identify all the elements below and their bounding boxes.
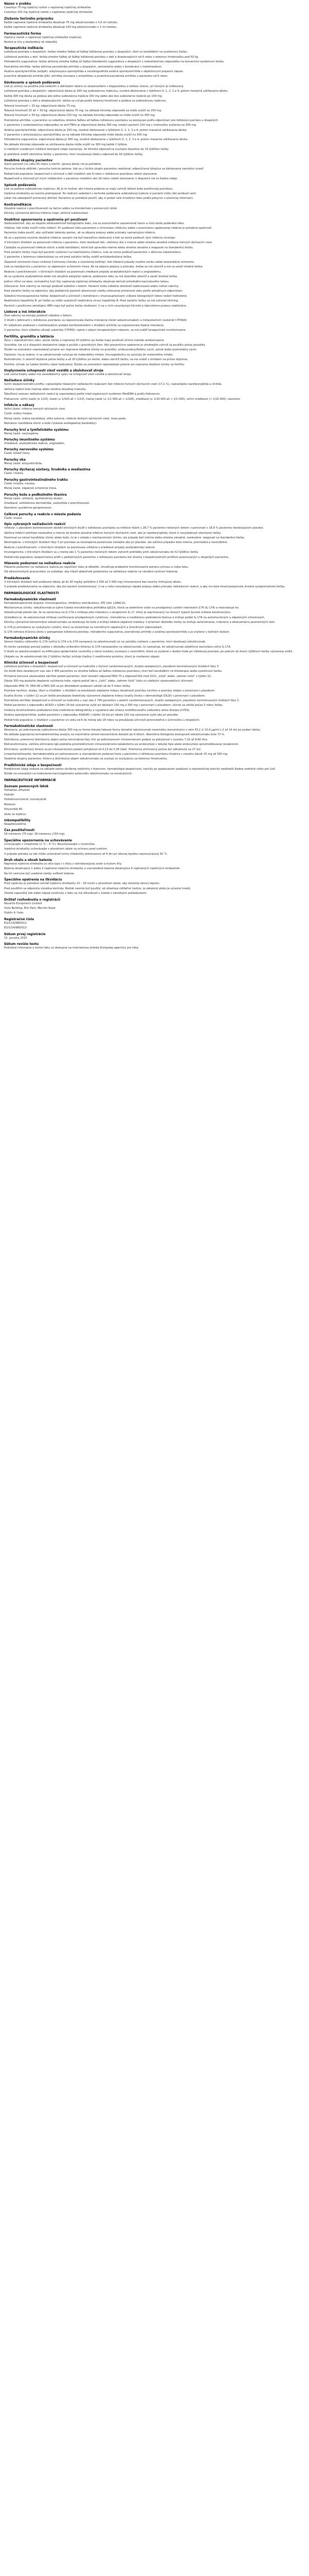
section-paragraph: Ložisková psoriáza u dospelých: liečba stredne ťažkej až ťažkej ložiskovej psoriázy u dospelých, ktorí sú kandidátmi na systémovú liečbu. xyxy=(4,50,188,54)
section-paragraph: Voda na injekciu xyxy=(4,812,26,816)
section-title: Poruchy oka xyxy=(4,457,26,462)
section-paragraph: Polysorbát 80 xyxy=(4,808,23,811)
section-paragraph: Časté: rinorea. xyxy=(4,472,24,476)
section-paragraph: Súhrn bezpečnostného profilu: najčastejšie hlásenými nežiaducimi reakciami boli infekcie horných dýchacích ciest (17,1 %), najčastejšie nazofaryngitída a rinitída. xyxy=(4,383,222,386)
section-paragraph: Menej časté: zápalové ochorenie čreva. xyxy=(4,487,57,490)
section-paragraph: Pediatrická populácia: v štúdiách u pacientov vo veku od 6 do menej ako 18 rokov sa preukázala účinnosť porovnateľná s účinnosťou u dospelých. xyxy=(4,718,200,722)
section-paragraph: Jedinci citliví na latex: snímateľný kryt ihly naplnenej injekčnej striekačky obsahuje derivát prírodného kaučukového latexu. xyxy=(4,280,169,283)
section-paragraph: V prípade predávkovania sa odporúča, aby bol pacient monitorovaný, či sa u neho nevyskytujú nejaké prejavy alebo príznaky nežiaducich reakcií, a aby mu bola ihneď poskytnutá vhodná symptomatická liečba. xyxy=(4,585,285,589)
section-paragraph: U pacientov, ktorí súbežne užívajú substráty CYP450, najmä s úzkym terapeutickým indexom, sa má zvážiť terapeutické monitorovanie. xyxy=(4,329,186,332)
section-title: Zoznam pomocných látok xyxy=(4,784,49,788)
section-paragraph: Časté: hnačka, nauzea. xyxy=(4,482,36,485)
section-title: Nežiaduce účinky xyxy=(4,379,35,383)
section-title: Predklinické údaje o bezpečnosti xyxy=(4,763,62,767)
document-section xyxy=(4,468,305,476)
section-title: Dávkovanie a spôsob podávania xyxy=(4,80,60,84)
section-paragraph: Hlásenie podozrení na nežiaduce reakcie po registrácii lieku je dôležité. Umožňuje priebežné monitorovanie pomeru prínosu a rizika lieku. xyxy=(4,565,189,569)
section-title: Farmakodynamické účinky xyxy=(4,636,50,640)
section-paragraph: Neaplikovateľné. xyxy=(4,823,27,826)
section-paragraph: Menej časté: neutropénia. xyxy=(4,432,39,435)
section-paragraph: U pacientov s nedostatočnou odpoveďou na anti-TNFα je odporúčaná dávka 300 mg; ostatní pacienti 150 mg s možnosťou zvýšenia na 300 mg. xyxy=(4,124,197,127)
document-section xyxy=(4,858,305,876)
section-paragraph: Roztok je číry a bezfarebný až slabožltý. xyxy=(4,41,58,44)
document-section xyxy=(4,218,305,308)
section-paragraph: Histidín xyxy=(4,793,14,796)
section-paragraph: Infekcie: v placebom kontrolovanom období klinických štúdií s ložiskovou psoriázou sa infekcie hlásili u 28,7 % pacientov liečených liekom v porovnaní s 18,9 % pacientov dostávajúcich placebo. xyxy=(4,527,264,530)
section-paragraph: Všetok nepoužitý liek alebo odpad vzniknutý z lieku sa má zlikvidovať v súlade s národnými požiadavkami. xyxy=(4,892,147,895)
section-paragraph: Telesná hmotnosť 25 až < 50 kg: odporúčaná dávka 75 mg; na základe klinickej odpovede sa môže zvýšiť na 150 mg. xyxy=(4,109,162,112)
document-section xyxy=(4,764,305,776)
section-title: Poruchy kože a podkožného tkaniva xyxy=(4,493,67,497)
section-paragraph: Starší pacienti (vo veku 65 rokov a starší): úprava dávky nie je potrebná. xyxy=(4,162,102,166)
section-paragraph: Na základe klinickej odpovede sa udržiavacia dávka môže zvýšiť na 300 mg každé 2 týždne. xyxy=(4,143,128,146)
section-paragraph: Ložisková psoriáza u detí a dospievajúcich: dávka sa určuje podľa telesnej hmotnosti a podáva sa subkutánnou injekciou. xyxy=(4,99,167,103)
section-paragraph: Histidíniumchlorid, monohydrát xyxy=(4,798,46,802)
section-title: FARMAKOLOGICKÉ VLASTNOSTI xyxy=(4,591,59,595)
section-paragraph: Každá 300 mg dávka sa podáva ako jedna subkutánna injekcia 300 mg alebo ako dve subkutánne injekcie po 150 mg. xyxy=(4,94,163,98)
section-paragraph: Živé vakcíny sa nemajú podávať súbežne s liekom. xyxy=(4,314,73,317)
section-paragraph: Časté: orálny herpes. xyxy=(4,412,33,416)
section-title: Registračné čísla xyxy=(4,917,34,921)
section-title: Inkompatibility xyxy=(4,819,31,823)
section-title: Špeciálne opatrenia na likvidáciu xyxy=(4,878,62,882)
document-section xyxy=(4,458,305,466)
section-paragraph: Liek sa podáva subkutánnou injekciou. Ak je to možné, ako miesta podania sa majú vyhnúť oblasti kože postihnutej psoriázou. xyxy=(4,187,174,191)
section-paragraph: Predklinické údaje získané na základe testov skríženej reaktivity s tkanivom, farmakológie bezpečnosti, toxicity po opakovanom podávaní a reprodukčnej toxicity neodhalili žiadne osobitné riziko pre ľudí. xyxy=(4,767,276,771)
section-paragraph: Neutropénia: v klinických štúdiách fázy 3 pri psoriáze sa neutropénia pozorovala častejšie ako pri placebe, ale väčšina prípadov bola mierna, prechodná a reverzibilná. xyxy=(4,541,228,545)
section-paragraph: Distribúcia: priemerný distribučný objem počas terminálnej fázy (Vz) po jednorazovom intravenóznom podaní sa pohyboval v rozsahu 7,10 až 8,60 litra. xyxy=(4,738,208,741)
section-paragraph: IL-17A zohráva kľúčovú úlohu v patogenéze ložiskovej psoriázy, hidradenitis suppurativa, psoriatickej artritídy a axiálnej spondylartritídy a je zvýšený v kožných léziách. xyxy=(4,631,230,634)
section-paragraph: Pediatrická populácia: bezpečnostný profil u pediatrických pacientov s ložiskovou psoriázou bol zhodný s bezpečnostným profilom pozorovaným u dospelých pacientov. xyxy=(4,555,229,559)
section-paragraph: Absorpcia: po jednorazovej subkutánnej dávke 300 mg vo forme tekutej liekovej formy dosiahol sekukinumab maximálnu koncentráciu v sére 43,2 ± 10,4 µg/ml o 2 až 14 dní po podaní dávky. xyxy=(4,728,261,732)
section-paragraph: Očkovania: živé vakcíny sa nemajú podávať súbežne s liekom. Pacienti môžu súbežne dostávať inaktivované alebo neživé vakcíny. xyxy=(4,284,179,288)
document-section xyxy=(4,933,305,940)
section-title: Farmakodynamické vlastnosti xyxy=(4,597,56,601)
section-paragraph: Neznáme: kandidóza slizníc a kože (vrátane ezofageálnej kandidózy). xyxy=(4,422,97,426)
document-section xyxy=(4,724,305,761)
section-paragraph: Primárne koncové ukazovatele zahŕňali podiel pacientov, ktorí dosiahli odpoveď PASI 75 a odpoveď IGA mod 2011 „čistá“ alebo „takmer čistá“ v týždni 12. xyxy=(4,674,212,678)
document-section xyxy=(4,522,305,560)
document-section xyxy=(4,562,305,574)
section-title: Poruchy krvi a lymfatického systému xyxy=(4,428,68,432)
section-paragraph: Cosentyx 150 mg injekčný roztok v naplnenej injekčnej striekačke xyxy=(4,11,93,14)
section-title: Zloženie liečivého prípravku xyxy=(4,16,54,21)
section-title: Farmakokinetické vlastnosti xyxy=(4,724,54,728)
section-paragraph: Závažné reakcie z precitlivenosti na liečivo alebo na ktorúkoľvek z pomocných látok. xyxy=(4,207,118,210)
section-paragraph: Biotransformácia: väčšina eliminácie IgG prebieha prostredníctvom intracelulárneho katabolizmu po endocytóze v tekutej fáze alebo endocytóze sprostredkovanej receptorom. xyxy=(4,743,239,747)
section-paragraph: Sledovateľnosť: aby sa zlepšila sledovateľnosť biologického lieku, má sa zrozumiteľne zaznamenať názov a číslo šarže podaného lieku. xyxy=(4,222,185,225)
document-section xyxy=(4,598,305,635)
section-title: Celkové poruchy a reakcie v mieste podania xyxy=(4,512,81,516)
section-paragraph: Psoriáza nechtov, skalpu, dlaní a chodidiel: v štúdiách sa preukázalo zlepšenie indexu závažnosti psoriázy nechtov a psoriázy skalpu v porovnaní s placebom. xyxy=(4,689,216,693)
section-paragraph: Klinicky významná aktívna infekcia (napr. aktívna tuberkulóza). xyxy=(4,212,89,215)
document-section xyxy=(4,918,305,930)
section-paragraph: Pri súbežnom podávaní s metotrexátom a/alebo kortikosteroidmi v štúdiách artritídy sa nepozorovala žiadna interakcia. xyxy=(4,324,164,327)
section-title: Predávkovanie xyxy=(4,576,30,580)
document-section xyxy=(4,661,305,722)
document-section xyxy=(4,591,305,596)
section-paragraph: Liek sa neodporúča u pacientov so zápalovým ochorením čreva. Ak sa objavia prejavy a príznaky, liečba sa má ukončiť a má sa začať vhodná liečba. xyxy=(4,265,203,269)
section-paragraph: Štúdie na zvieratách na hodnotenie karcinogénneho potenciálu sekukinumabu sa neuskutočnili. xyxy=(4,772,133,776)
document-section xyxy=(4,878,305,895)
section-title: Fertilita, gravidita a laktácia xyxy=(4,334,54,338)
document-section xyxy=(4,819,305,826)
document-section xyxy=(4,428,305,436)
section-paragraph: Gravidita: nie sú k dispozícii dostatočné údaje o použití u gravidných žien. Ako preventívne opatrenie je vhodnejšie vyhnúť sa použitiu počas gravidity. xyxy=(4,343,206,347)
section-paragraph: Väčšina reakcií bola miernej alebo stredne závažnej intenzity. xyxy=(4,387,87,391)
document-section xyxy=(4,577,305,589)
section-paragraph: Ložisková psoriáza u dospelých: odporúčaná dávka je 300 mg subkutánnou injekciou, úvodné dávkovanie v týždňoch 0, 1, 2, 3 a 4, potom mesačná udržiavacia dávka. xyxy=(4,90,228,93)
section-title: Klinická účinnosť a bezpečnosť xyxy=(4,661,58,665)
section-paragraph: Reaktivácia hepatitídy B: pri liečbe sa môže vyskytnúť reaktivácia vírusu hepatitídy B. Pred začatím liečby sa má vykonať skríning. xyxy=(4,299,179,303)
document-section xyxy=(4,478,305,491)
section-paragraph: Uchovávajte v chladničke (2 °C – 8 °C). Neuchovávajte v mrazničke. xyxy=(4,842,96,846)
section-paragraph: U pacientov s latentnou tuberkulózou sa má pred začatím liečby zvážiť antituberkulózna liečba. xyxy=(4,256,132,259)
section-paragraph: IL-17A je prirodzene sa vyskytujúci cytokín, ktorý sa zúčastňuje na normálnych zápalových a imunitných odpovediach. xyxy=(4,625,163,629)
section-paragraph: Dojčenie: nie je známe, či sa sekukinumab vylučuje do materského mlieka. Imunoglobulíny sa vylučujú do materského mlieka. xyxy=(4,353,174,357)
section-paragraph: Naplnená injekčná striekačka zo skla typu I s ihlou z nehrdzavejúcej ocele a krytom ihly. xyxy=(4,862,122,866)
document-section xyxy=(4,636,305,659)
document-section xyxy=(4,17,305,30)
document-section xyxy=(4,448,305,455)
section-paragraph: Na základe populačnej farmakokinetickej analýzy sa maximálne sérové koncentrácie dosiahli po 6 dňoch. Absolútna biologická dostupnosť sekukinumabu bola 73 %. xyxy=(4,733,225,737)
document-section xyxy=(4,942,305,950)
section-paragraph: Tabuľkový zoznam nežiaducich reakcií je usporiadaný podľa tried orgánových systémov MedDRA a podľa frekvencie. xyxy=(4,393,161,396)
section-paragraph: Neznáme: pyoderma gangrenosum. xyxy=(4,506,53,510)
section-title: Hlásenie podozrení na nežiaduce reakcie xyxy=(4,561,76,565)
section-title: Poruchy gastrointestinálneho traktu xyxy=(4,478,68,482)
section-paragraph: Cosentyx 75 mg injekčný roztok v naplnenej injekčnej striekačke xyxy=(4,6,91,9)
section-paragraph: Juvenilná idiopatická artritída (JIA): artritída súvisiaca s entezitídou a juvenilná psoriatická artritída u pacientov od 6 rokov. xyxy=(4,75,168,78)
section-paragraph: Vista Building, Elm Park, Merrion Road xyxy=(4,906,56,910)
section-title: Infekcie a nákazy xyxy=(4,403,35,408)
document-section xyxy=(4,403,305,426)
section-paragraph: Veľmi časté: infekcie horných dýchacích ciest. xyxy=(4,408,66,411)
document-section xyxy=(4,438,305,446)
section-paragraph: Psoriatická artritída: liečba aktívnej psoriatickej artritídy u dospelých, samostatne alebo v kombinácii s metotrexátom. xyxy=(4,65,163,69)
section-paragraph: Ak sa u pacienta rozvinie závažná infekcia, pacient má byť starostlivo sledovaný a liek sa nemá podávať, kým infekcia neustúpi. xyxy=(4,236,176,240)
section-paragraph: Zriedkavé: anafylaktické reakcie, angioedém. xyxy=(4,442,65,446)
section-paragraph: Farmakoterapeutická skupina: imunosupresíva, inhibítory interleukínov, ATC kód: L04AC10. xyxy=(4,601,126,605)
section-paragraph: Je potrebné zvážiť ukončenie liečby u pacientov, ktorí nevykazujú žiadnu odpoveď do 16 týždňov liečby. xyxy=(4,152,143,156)
section-paragraph: Fertilita: účinok na ľudskú fertilitu nebol hodnotený. Štúdie na zvieratách nepreukázali priame ani nepriame škodlivé účinky na fertilitu. xyxy=(4,363,185,366)
section-paragraph: U všetkých uvedených indikácií dostupné údaje naznačujú, že klinická odpoveď sa zvyčajne dosiahne do 16 týždňov liečby. xyxy=(4,148,169,151)
section-paragraph: Infekcie: liek môže zvýšiť riziko infekcií. Pri podávaní lieku pacientom s chronickou infekciou alebo s anamnézou opakovanej infekcie je potrebná opatrnosť. xyxy=(4,227,212,230)
section-title: Ovplyvnenie schopnosti viesť vozidlá a obsluhovať stroje xyxy=(4,369,104,372)
section-title: Farmaceutická forma xyxy=(4,31,41,36)
document-section xyxy=(4,778,305,783)
section-title: Názov v ýrobku xyxy=(4,2,31,6)
document-section xyxy=(4,183,305,201)
document-section xyxy=(4,32,305,45)
document-section xyxy=(4,785,305,817)
section-paragraph: Súbežná imunosupresívna liečba: bezpečnosť a účinnosť v kombinácii s imunosupresívami vrátane biologických liekov neboli hodnotené. xyxy=(4,294,188,298)
document-section xyxy=(4,2,305,15)
document-section xyxy=(4,335,305,367)
section-paragraph: EU/1/14/980/013 xyxy=(4,926,27,930)
section-paragraph: Odpovede PASI 75, PASI 90 a PASI 100 sa pri dlhodobom podávaní udržali až do 5 rokov liečby. xyxy=(4,684,131,688)
section-paragraph: Dávka 300 mg poskytla zlepšenie vyčistenia kože, najmä pokiaľ ide o „čistú“ alebo „takmer čistú“ kožu vo všetkých ukazovateľoch účinnosti. xyxy=(4,680,194,683)
section-title: Poruchy nervového systému xyxy=(4,448,54,452)
document-section xyxy=(4,379,305,401)
section-paragraph: Hidradenitis suppurativa: liečba aktívnej stredne ťažkej až ťažkej hidradenitis suppurativa u dospelých s nedostatočnou odpoveďou na konvenčnú systémovú liečbu. xyxy=(4,60,225,64)
document-section xyxy=(4,46,305,78)
section-paragraph: Liek nemá žiadny alebo má zanedbateľný vplyv na schopnosť viesť vozidlá a obsluhovať stroje. xyxy=(4,373,132,376)
section-paragraph: Psoriatická artritída: bezpečnosť a účinnosť sa hodnotila u viac ako 2 700 pacientov v piatich randomizovaných, dvojito zaslepených, placebom kontrolovaných štúdiách fázy 3. xyxy=(4,699,239,702)
section-paragraph: Lekár má zabezpečiť primeraný dohľad. Pacientov je potrebné poučiť, aby si podali celé množstvo lieku podľa pokynov v písomnej informácii. xyxy=(4,197,194,200)
section-title: Dátum revízie textu xyxy=(4,942,39,946)
section-paragraph: Porucha funkcie obličiek / porucha funkcie pečene: liek sa u týchto skupín pacientov neskúmal; odporúčania týkajúce sa dávkovania nemožno uviesť. xyxy=(4,167,204,171)
section-paragraph: Dublin 4, Írsko xyxy=(4,911,24,915)
section-paragraph: V štúdii s jedincami s ložiskovou psoriázou sa nepozorovala žiadna interakcia medzi sekukinumabom a midazolamom (substrát CYP3A4). xyxy=(4,319,187,323)
section-paragraph: Menej časté: konjunktivitída. xyxy=(4,462,43,465)
section-paragraph: Osobitné skupiny pacientov: klírens a distribučný objem sekukinumabu sa zvyšujú so zvyšujúcou sa telesnou hmotnosťou. xyxy=(4,757,168,761)
section-title: Čas použiteľnosti xyxy=(4,828,35,833)
section-paragraph: Telesná hmotnosť ≥ 50 kg: odporúčaná dávka 150 mg; na základe klinickej odpovede sa môže zvýšiť na 300 mg. xyxy=(4,114,156,117)
document-section xyxy=(4,898,305,916)
section-paragraph: Kvalita života: v týždni 12 sa pri liečbe preukázalo štatisticky významné zlepšenie indexu kvality života v dermatológii (DLQI) v porovnaní s placebom. xyxy=(4,694,205,698)
section-paragraph: Axiálna spondylartritída (axSpA): ankylozujúca spondylitída a neradiografická axiálna spondylartritída s objektívnymi prejavmi zápalu. xyxy=(4,70,184,74)
section-paragraph: Psoriatická artritída: u pacientov so súbežnou stredne ťažkou až ťažkou ložiskovou psoriázou sa postupuje podľa odporúčaní pre ložiskovú psoriázu u dospelých. xyxy=(4,118,219,122)
section-paragraph: Ukázalo sa, že sekukinumab (do 2 týždňov liečby) znižuje hladiny C-reaktívneho proteínu, ktorý je markerom zápalu. xyxy=(4,655,161,658)
section-paragraph: Výsledkom je, že sekukinumab inhibuje uvoľňovanie prozápalových cytokínov, chemokínov a mediátorov poškodenia tkaniva a znižuje podiel IL-17A na autoimunitných a zápalových ochoreniach. xyxy=(4,616,265,619)
section-paragraph: Pred injekciou je potrebné nechať injekčnú striekačku 15 – 30 minút v pôvodnom obale, aby dosiahla izbovú teplotu. xyxy=(4,882,160,886)
section-paragraph: Trehalóza, dihydrát xyxy=(4,788,30,792)
document-section xyxy=(4,839,305,856)
document-section xyxy=(4,369,305,377)
section-paragraph: Hidradenitis suppurativa: odporúčaná dávka je 300 mg, úvodné dávkovanie v týždňoch 0, 1, 2, 3 a 4, potom mesačná udržiavacia dávka. xyxy=(4,138,188,142)
section-title: Poruchy dýchacej sústavy, hrudníka a mediastína xyxy=(4,468,91,472)
section-paragraph: Pacientov treba poučiť, aby vyhľadali lekársku pomoc, ak sa objavia prejavy alebo príznaky naznačujúce infekciu. xyxy=(4,231,156,235)
section-paragraph: Menej časté: urtikária, dyshidrotický ekzém. xyxy=(4,497,63,500)
section-title: FARMACEUTICKÉ INFORMÁCIE xyxy=(4,778,56,782)
document-section xyxy=(4,513,305,520)
section-paragraph: V prípade potreby sa liek môže uchovávať mimo chladničky jednorazovo až 4 dni pri izbovej teplote neprevyšujúcej 30 °C. xyxy=(4,852,168,856)
document-section xyxy=(4,203,305,216)
section-paragraph: Pred začatím liečby majú byť pacienti vyšetrení na tuberkulóznu infekciu. Liek sa nemá podávať pacientom s aktívnou tuberkulózou. xyxy=(4,251,182,255)
section-paragraph: Pred použitím sa odporúča vizuálna kontrola. Roztok nesmie byť použitý, ak obsahuje viditeľné častice, je zakalený alebo je výrazne hnedý. xyxy=(4,887,191,890)
section-paragraph: Menej časté: orálna kandidóza, otitis externa, infekcie dolných dýchacích ciest, tinea pedis. xyxy=(4,417,127,420)
section-paragraph: 18 mesiacov (75 mg); 18 mesiacov (150 mg). xyxy=(4,833,65,836)
section-paragraph: Reakcie z precitlivenosti: v klinických štúdiách sa pozorovala urtikária a zriedkavé prípady anafylaktickej reakcie. xyxy=(4,546,156,549)
document-body xyxy=(0,0,309,950)
section-title: Liekové a iné interakcie xyxy=(4,310,46,314)
section-paragraph: Mechanizmus účinku: sekukinumab je úplne ľudská monoklonálna protilátka IgG1/κ, ktorá sa selektívne viaže na prozápalový cytokín interleukín-17A (IL-17A) a neutralizuje ho. xyxy=(4,606,239,609)
section-paragraph: Injekčný roztok v naplnenej injekčnej striekačke (injekcia). xyxy=(4,36,82,39)
section-paragraph: Ložisková psoriáza u dospelých: bezpečnosť a účinnosť sa hodnotila v štyroch randomizovaných, dvojito zaslepených, placebom kontrolovaných štúdiách fázy 3. xyxy=(4,665,219,669)
section-paragraph: Telesná hmotnosť < 25 kg: odporúčaná dávka 75 mg. xyxy=(4,104,76,108)
section-paragraph: Klinicky významné koncentrácie sekukinumabu sa dostávajú do kože a znižujú lokálne zápalové markery. V priamom dôsledku liečby sa znižuje začervenanie, induráciu a deskvamáciu psoriatických lézií. xyxy=(4,621,276,624)
section-paragraph: Injekčné striekačky uchovávajte v pôvodnom obale na ochranu pred svetlom. xyxy=(4,848,108,851)
section-paragraph: Ženy v reprodukčnom veku: počas liečby a najmenej 20 týždňov po liečbe majú používať účinnú metódu antikoncepcie. xyxy=(4,338,165,342)
section-paragraph: Časté: únava. xyxy=(4,516,23,520)
document-section xyxy=(4,310,305,333)
section-paragraph: Ložisková psoriáza u detí: liečba stredne ťažkej až ťažkej ložiskovej psoriázy u detí a dospievajúcich od 6 rokov s telesnou hmotnosťou pod 50 kg. xyxy=(4,55,199,59)
section-paragraph: Sérové hladiny celkového IL-17A (voľný IL-17A a IL-17A naviazaný na sekukinumab) sú na začiatku zvýšené u pacientov, ktorí dostávajú sekukinumab. xyxy=(4,640,206,644)
section-title: Opis vybraných nežiaducich reakcií xyxy=(4,522,66,527)
document-section xyxy=(4,159,305,181)
section-paragraph: Každá naplnená injekčná striekačka obsahuje 150 mg sekukinumabu v 1 ml roztoku. xyxy=(4,26,117,29)
section-paragraph: Sekukinumab pôsobí tak, že sa zameriava na IL-17A a inhibuje jeho interakciu s receptorom IL-17, ktorý je exprimovaný na rôznych typoch buniek vrátane keratinocytov. xyxy=(4,611,231,615)
section-paragraph: Po tomto nasleduje pomalý pokles v dôsledku zníženého klírensu IL-17A naviazaného na sekukinumab, čo naznačuje, že sekukinumab selektívne zachytáva voľný IL-17A. xyxy=(4,645,231,649)
section-paragraph: Podiel pacientov s odpoveďou ACR20 v týždni 24 bol významne vyšší pri dávkach 150 mg a 300 mg v porovnaní s placebom; účinok sa udržal počas 5 rokov liečby. xyxy=(4,704,223,707)
section-title: Terapeutické indikácie xyxy=(4,46,43,50)
section-paragraph: Linearita/nelinearita: farmakokinetika pri jednorazovom a viacnásobnom podávaní bola u pacientov s ložiskovou psoriázou lineárna v rozsahu dávok 25 mg až 300 mg. xyxy=(4,752,228,756)
document-section xyxy=(4,828,305,836)
section-paragraph: Frekvencie: veľmi časté (≥ 1/10), časté (≥ 1/100 až < 1/10), menej časté (≥ 1/1 000 až < 1/100), zriedkavé (≥ 1/10 000 až < 1/1 000), veľmi zriedkavé (< 1/10 000), neznáme. xyxy=(4,397,241,401)
section-paragraph: V klinických štúdiách sa pozorovali infekcie u pacientov, ktorí dostávali liek; väčšinou išlo o mierne alebo stredne závažné infekcie horných dýchacích ciest. xyxy=(4,241,213,245)
section-paragraph: Od zdravotníckych pracovníkov sa vyžaduje, aby hlásili akékoľvek podozrenia na nežiaduce reakcie na národné centrum hlásenia. xyxy=(4,570,179,574)
section-title: Druh obalu a obsah balenia xyxy=(4,858,52,862)
section-paragraph: Metionín xyxy=(4,803,16,806)
section-paragraph: Na trh nemusia byť uvedené všetky veľkosti balenia. xyxy=(4,872,75,875)
section-paragraph: Podrobné informácie o tomto lieku sú dostupné na internetovej stránke Európskej agentúry pre lieky. xyxy=(4,946,139,950)
section-title: Osobitné skupiny pacientov xyxy=(4,158,53,162)
section-paragraph: V štúdii so sekukinumabom sa infiltrujúce epidermálne neutrofily a rôzne markery súvisiace s neutrofilmi, ktoré sú zvýšené v léziách kože pri ložiskovej psoriáze, po jednom až dvoch týždňoch liečby významne znížili. xyxy=(4,650,294,654)
document-section xyxy=(4,81,305,157)
section-paragraph: Pred začatím liečby sa odporúča, aby pediatrickí pacienti absolvovali všetky očkovania primerané veku podľa aktuálnych odporúčaní. xyxy=(4,290,183,293)
section-paragraph: Zápalové ochorenie čreva (vrátane Crohnovej choroby a ulceróznej kolitídy): boli hlásené prípady nového vzniku alebo exacerbácie ochorenia. xyxy=(4,260,195,264)
section-paragraph: U pacientov s ankylozujúcou spondylitídou sa na základe klinickej odpovede môže dávka zvýšiť na 300 mg. xyxy=(4,133,148,137)
section-paragraph: Pozoroval sa nárast kandidózy slizníc alebo kože, čo je v súlade s mechanizmom účinku, ale prípady boli mierne alebo stredne závažné, nezávažné, reagovali na štandardnú liečbu. xyxy=(4,536,245,539)
section-paragraph: Liek je určený na použitie pod vedením a dohľadom lekára so skúsenosťami s diagnostikou a liečbou stavov, pri ktorých je indikovaný. xyxy=(4,84,184,88)
section-paragraph: Každá naplnená injekčná striekačka obsahuje 75 mg sekukinumabu v 0,5 ml roztoku. xyxy=(4,21,118,24)
section-title: Držiteľ rozhodnutia o registrácii xyxy=(4,897,60,902)
section-paragraph: Časté: bolesť hlavy. xyxy=(4,452,30,455)
section-paragraph: Pacienti s pozitívnou sérológiou HBV majú byť počas liečby sledovaní, či sa u nich nevyskytujú klinické a laboratórne prejavy reaktivácie. xyxy=(4,304,187,308)
section-title: Dátum prvej registrácie xyxy=(4,932,46,936)
section-paragraph: V klinických štúdiách boli podávané dávky až do 30 mg/kg (približne 2 000 až 3 000 mg) intravenózne bez toxicity limitujúcej dávku. xyxy=(4,580,182,584)
section-paragraph: Reakcie z precitlivenosti: v klinických štúdiách sa pozorovali zriedkavé prípady anafylaktických reakcií a angioedému. xyxy=(4,270,162,274)
section-paragraph: Do štúdií bolo zaradených viac ako 2 400 pacientov so stredne ťažkou až ťažkou ložiskovou psoriázou, ktorí boli kandidátmi na fototerapiu alebo systémovú liečbu. xyxy=(4,670,222,673)
section-paragraph: Väčšina infekcií zahŕňala nezávažné a mierne až stredne závažné infekcie horných dýchacích ciest, ako je nazofaryngitída, ktoré si nevyžadovali ukončenie liečby. xyxy=(4,531,221,535)
section-paragraph: EU/1/14/980/012 xyxy=(4,921,27,925)
section-title: Kontraindikácie xyxy=(4,202,32,207)
section-paragraph: Imunogenicita: v klinických štúdiách sa u menej ako 1 % pacientov liečených liekom vytvorili protilátky proti sekukinumabu do 52 týždňov liečby. xyxy=(4,551,199,554)
section-paragraph: Ak sa vyskytne anafylaktická alebo iná závažná alergická reakcia, podávanie lieku sa má okamžite ukončiť a začať vhodná liečba. xyxy=(4,275,178,279)
section-paragraph: Eliminácia: systémový klírens sa po intravenóznom podaní pohyboval od 0,13 do 0,36 l/deň. Priemerný eliminačný polčas bol odhadnutý na 27 dní. xyxy=(4,748,202,751)
section-paragraph: Zriedkavé: exfoliatívna dermatitída, vaskulitída z precitlivenosti. xyxy=(4,501,90,505)
section-paragraph: Axiálna spondylartritída: odporúčaná dávka je 150 mg, úvodné dávkovanie v týždňoch 0, 1, 2, 3 a 4, potom mesačná udržiavacia dávka. xyxy=(4,128,187,132)
section-paragraph: Axiálna spondylartritída: podiel pacientov s odpoveďou ASAS40 v týždni 16 bol pri dávke 150 mg významne vyšší ako pri placebe. xyxy=(4,714,179,717)
section-title: Poruchy imunitného systému xyxy=(4,438,55,442)
section-paragraph: Častejšie sa pozorovali infekcie slizníc a kože kandidami, ktoré boli spravidla mierne alebo stredne závažné a reagovali na štandardnú liečbu. xyxy=(4,246,194,249)
section-title: Spôsob podávania xyxy=(4,183,36,187)
section-paragraph: Inhibícia štrukturálneho poškodenia bola hodnotená rádiograficky a vyjadrená ako zmena modifikovaného celkového skóre Sharpa (mTSS). xyxy=(4,708,191,712)
section-paragraph: Bezpečnosť a účinnosť pri iných indikáciách u pacientov mladších ako 18 rokov neboli stanovené; k dispozícii nie sú žiadne údaje. xyxy=(4,177,178,181)
section-paragraph: Pediatrická populácia: bezpečnosť a účinnosť u detí mladších ako 6 rokov s ložiskovou psoriázou neboli stanovené. xyxy=(4,172,158,176)
section-paragraph: Injekčná striekačka sa nesmie pretrepávať. Po riadnom zaškolení v technike podávania subkutánnej injekcie si pacienti môžu liek podávať sami. xyxy=(4,192,197,195)
section-title: Špeciálne upozornenia na uchovávanie xyxy=(4,838,72,842)
section-paragraph: Rozhodnutie, či ukončiť dojčenie počas liečby a až 20 týždňov po liečbe, alebo ukončiť liečbu, sa má urobiť s ohľadom na prínos dojčenia. xyxy=(4,358,188,362)
section-paragraph: 15. januára 2015 xyxy=(4,936,27,940)
section-paragraph: Balenia obsahujúce 1 alebo 2 naplnené injekčné striekačky a viacnásobné balenia obsahujúce 6 naplnených injekčných striekačiek. xyxy=(4,867,181,871)
section-title: Osobitné upozornenia a opatrenia pri používaní xyxy=(4,217,88,222)
section-paragraph: Novartis Europharm Limited xyxy=(4,902,42,905)
section-paragraph: Štúdie na zvieratách nepreukázali priame ani nepriame škodlivé účinky na graviditu, embryonálny/fetálny vývin, pôrod alebo postnatálny vývin. xyxy=(4,348,197,352)
document-section xyxy=(4,493,305,511)
